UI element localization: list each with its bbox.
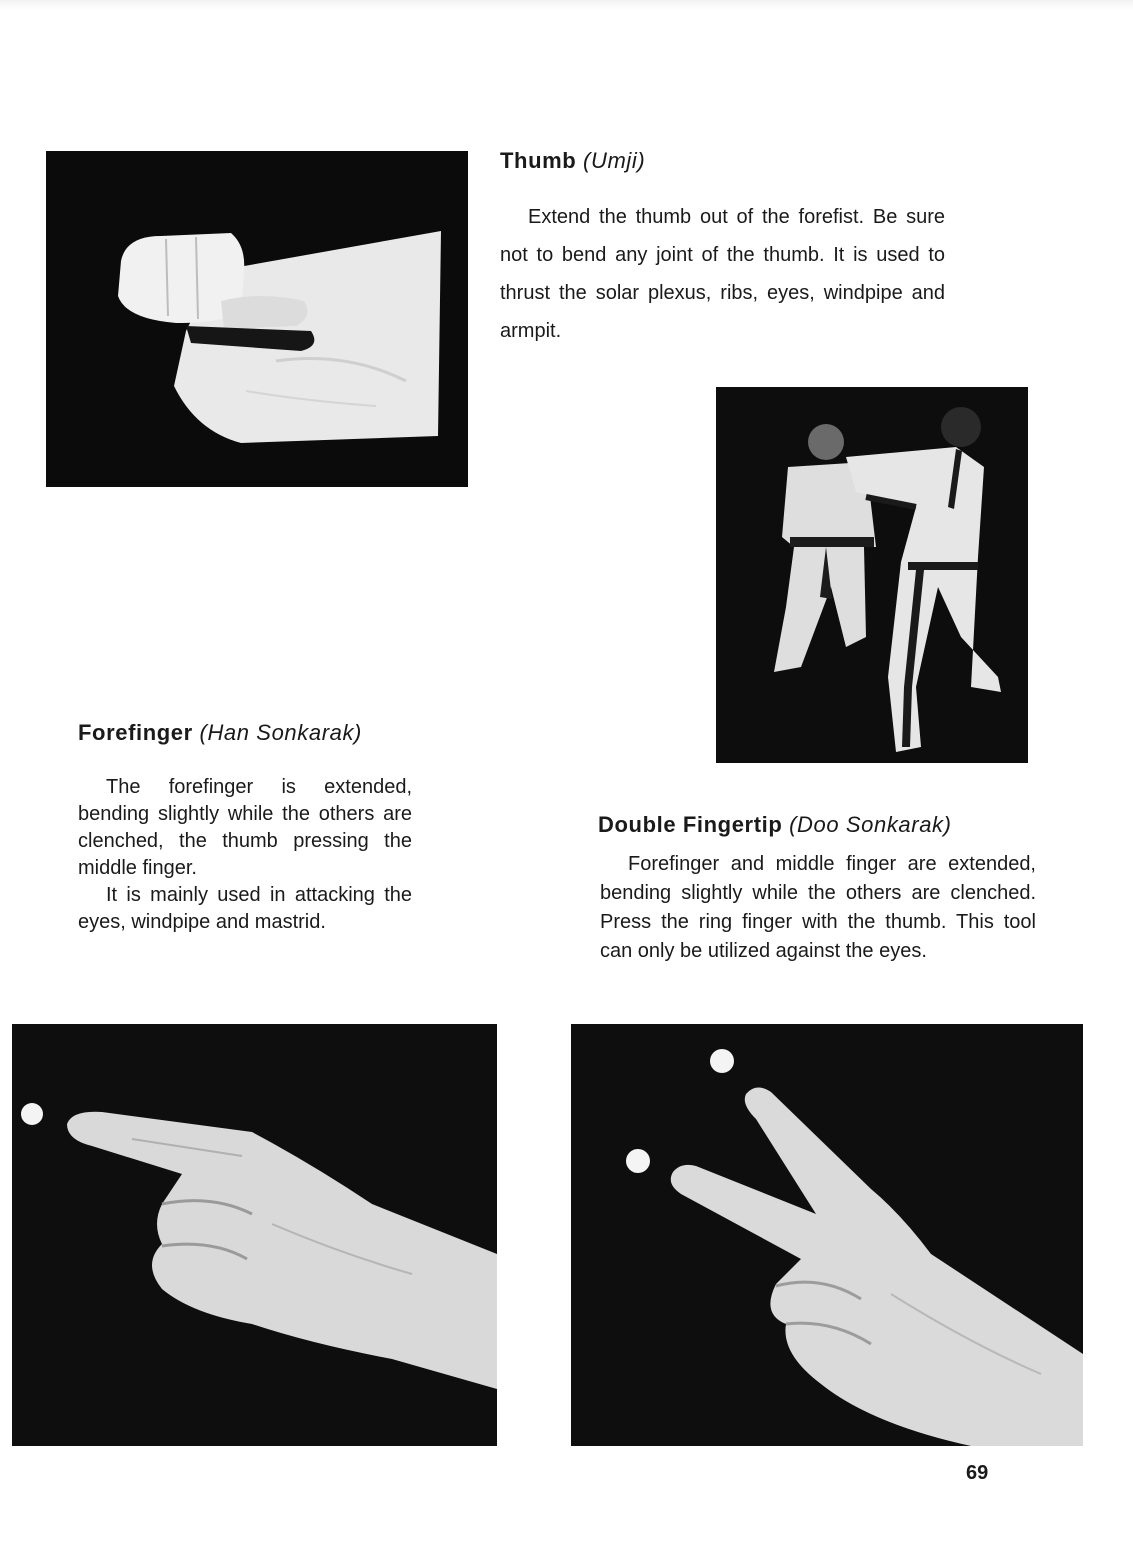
target-dot-icon-2 — [626, 1149, 650, 1173]
forefinger-heading — [78, 720, 362, 746]
thumb-paragraph: Extend the thumb out of the forefist. Be sure not to bend any joint of the thumb. It is used to thrust the solar plexus, ribs, eyes, windpipe and armpit. — [500, 206, 945, 342]
forefinger-paragraph-1: The forefinger is extended, bending slightly while the others are clenched, the thumb pressing the middle finger. — [78, 776, 412, 879]
forefinger-hand-illustration — [12, 1024, 497, 1446]
thumb-heading — [500, 148, 645, 174]
double-fingertip-subtitle: (Doo Sonkarak) — [789, 812, 952, 837]
forefinger-title: Forefinger — [78, 720, 193, 745]
thumb-subtitle: (Umji) — [583, 148, 646, 173]
target-dot-icon-1 — [710, 1049, 734, 1073]
double-fingertip-heading — [598, 812, 952, 838]
double-fingertip-title: Double Fingertip — [598, 812, 783, 837]
forefinger-paragraph-2: It is mainly used in attacking the eyes, windpipe and mastrid. — [78, 884, 412, 933]
double-fingertip-paragraph: Forefinger and middle finger are extended, bending slightly while the others are clenched. Press the ring finger with the thumb. This tool can only be utilized against the eyes. — [600, 853, 1036, 962]
thumb-description — [500, 198, 945, 350]
forefinger-description — [78, 774, 412, 936]
thumb-fist-photo — [46, 151, 468, 487]
sparring-photo — [716, 387, 1028, 763]
page-number: 69 — [966, 1462, 989, 1484]
top-edge-shading — [0, 0, 1133, 10]
double-finger-hand-photo — [571, 1024, 1083, 1446]
double-fingertip-description — [600, 850, 1036, 966]
forefinger-hand-photo — [12, 1024, 497, 1446]
forefinger-subtitle: (Han Sonkarak) — [199, 720, 362, 745]
double-finger-hand-illustration — [571, 1024, 1083, 1446]
target-dot-icon — [21, 1103, 43, 1125]
thumb-fist-illustration — [46, 151, 468, 487]
sparring-illustration — [716, 387, 1028, 763]
thumb-title: Thumb — [500, 148, 577, 173]
